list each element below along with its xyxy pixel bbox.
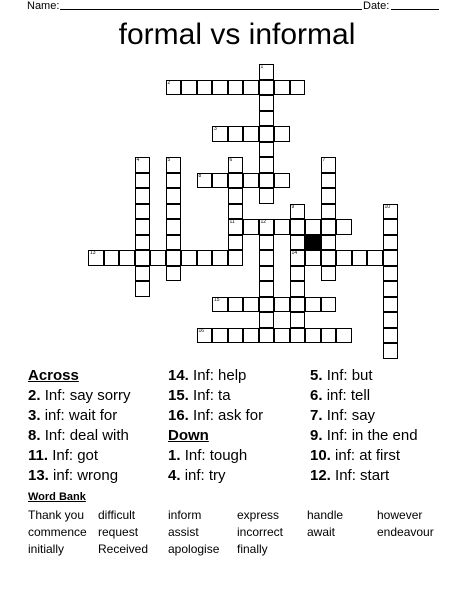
grid-cell[interactable] [228, 188, 244, 204]
grid-cell[interactable] [336, 328, 352, 344]
word-bank-item: inform [168, 508, 202, 522]
grid-cell[interactable] [274, 297, 290, 313]
clue-number: 1 [260, 64, 264, 70]
grid-cell[interactable] [135, 219, 151, 235]
clue-down-1: 1. Inf: tough [168, 447, 248, 464]
grid-cell[interactable] [243, 297, 259, 313]
clue-number: 16 [198, 327, 205, 334]
clue-down-4: 4. inf: try [168, 467, 226, 484]
grid-cell[interactable] [290, 235, 306, 251]
clues-column-2 [168, 366, 263, 486]
grid-cell[interactable] [228, 204, 244, 220]
grid-cell[interactable] [259, 281, 275, 297]
grid-cell[interactable] [212, 126, 228, 142]
grid-cell[interactable] [212, 250, 228, 266]
grid-cell[interactable] [243, 219, 259, 235]
clue-number: 6 [229, 157, 233, 163]
grid-cell[interactable] [274, 328, 290, 344]
clue-number: 9 [291, 203, 295, 210]
word-bank-item: express [237, 508, 280, 522]
grid-cell[interactable] [135, 250, 151, 266]
grid-cell[interactable] [212, 80, 228, 96]
grid-cell[interactable] [135, 173, 151, 189]
grid-cell[interactable] [259, 126, 275, 142]
clues-column-1 [28, 366, 131, 486]
clue-number: 2 [167, 79, 171, 86]
grid-cell[interactable] [135, 281, 151, 297]
grid-cell[interactable] [166, 188, 182, 204]
grid-cell[interactable] [228, 297, 244, 313]
grid-cell[interactable] [228, 157, 244, 173]
grid-cell[interactable] [166, 250, 182, 266]
clue-across-3: 3. inf: wait for [28, 407, 118, 424]
grid-cell[interactable] [321, 250, 337, 266]
grid-cell[interactable] [119, 250, 135, 266]
grid-cell[interactable] [259, 219, 275, 235]
clue-down-5: 5. Inf: but [310, 367, 373, 384]
grid-cell[interactable] [181, 80, 197, 96]
grid-cell[interactable] [321, 235, 337, 251]
clue-across-11: 11. Inf: got [28, 447, 99, 464]
grid-cell[interactable] [259, 297, 275, 313]
grid-cell[interactable] [259, 80, 275, 96]
grid-cell[interactable] [274, 80, 290, 96]
word-bank-item: request [98, 525, 139, 539]
grid-cell[interactable] [321, 219, 337, 235]
grid-cell[interactable] [259, 235, 275, 251]
grid-cell[interactable] [166, 235, 182, 251]
grid-cell[interactable] [383, 312, 399, 328]
grid-cell[interactable] [290, 80, 306, 96]
grid-cell[interactable] [383, 281, 399, 297]
word-bank-item: commence [28, 525, 87, 539]
clue-down-12: 12. Inf: start [310, 467, 390, 484]
grid-cell[interactable] [166, 219, 182, 235]
grid-cell[interactable] [243, 126, 259, 142]
word-bank-item: assist [168, 525, 199, 539]
grid-cell[interactable] [259, 173, 275, 189]
word-bank-item: handle [307, 508, 344, 522]
grid-cell[interactable] [336, 219, 352, 235]
grid-cell[interactable] [259, 142, 275, 158]
clue-number: 3 [214, 126, 217, 132]
grid-cell[interactable] [135, 266, 151, 282]
clue-number: 7 [322, 157, 326, 163]
clue-number: 4 [136, 157, 140, 163]
word-bank-title: Word Bank [28, 491, 86, 503]
grid-cell[interactable] [321, 157, 337, 173]
word-bank-item: difficult [98, 508, 136, 522]
grid-cell[interactable] [321, 188, 337, 204]
grid-cell[interactable] [228, 235, 244, 251]
clue-number: 10 [384, 203, 391, 210]
black-square [305, 235, 321, 251]
grid-cell[interactable] [259, 250, 275, 266]
grid-cell[interactable] [166, 80, 182, 96]
word-bank-item: apologise [168, 542, 220, 556]
name-label: Name: [27, 0, 60, 12]
grid-cell[interactable] [259, 95, 275, 111]
grid-cell[interactable] [383, 343, 399, 359]
grid-cell[interactable] [166, 266, 182, 282]
grid-cell[interactable] [321, 173, 337, 189]
grid-cell[interactable] [321, 266, 337, 282]
grid-cell[interactable] [243, 80, 259, 96]
grid-cell[interactable] [166, 204, 182, 220]
grid-cell[interactable] [197, 80, 213, 96]
clue-down-6: 6. inf: tell [310, 387, 371, 404]
grid-cell[interactable] [166, 173, 182, 189]
word-bank-item: incorrect [237, 525, 284, 539]
clue-across-8: 8. Inf: deal with [28, 427, 129, 444]
grid-cell[interactable] [290, 297, 306, 313]
grid-cell[interactable] [290, 312, 306, 328]
grid-cell[interactable] [243, 328, 259, 344]
grid-cell[interactable] [305, 297, 321, 313]
grid-cell[interactable] [259, 188, 275, 204]
grid-cell[interactable] [259, 157, 275, 173]
clue-across-2: 2. Inf: say sorry [28, 387, 131, 404]
grid-cell[interactable] [383, 250, 399, 266]
grid-cell[interactable] [305, 250, 321, 266]
clue-number: 8 [198, 172, 202, 179]
grid-cell[interactable] [259, 64, 275, 80]
grid-cell[interactable] [274, 126, 290, 142]
grid-cell[interactable] [181, 250, 197, 266]
grid-cell[interactable] [197, 328, 213, 344]
clue-down-7: 7. Inf: say [310, 407, 376, 424]
grid-cell[interactable] [352, 250, 368, 266]
grid-cell[interactable] [228, 328, 244, 344]
grid-cell[interactable] [197, 173, 213, 189]
grid-cell[interactable] [197, 250, 213, 266]
grid-cell[interactable] [383, 297, 399, 313]
word-bank-item: await [307, 525, 336, 539]
grid-cell[interactable] [290, 219, 306, 235]
grid-cell[interactable] [243, 173, 259, 189]
grid-cell[interactable] [259, 266, 275, 282]
grid-cell[interactable] [88, 250, 104, 266]
grid-cell[interactable] [290, 266, 306, 282]
word-bank-item: finally [237, 542, 268, 556]
grid-cell[interactable] [228, 250, 244, 266]
clue-across-14: 14. Inf: help [168, 367, 247, 384]
grid-cell[interactable] [290, 204, 306, 220]
grid-cell[interactable] [104, 250, 120, 266]
grid-cell[interactable] [290, 328, 306, 344]
word-bank-item: Thank you [28, 508, 85, 522]
clue-number: 5 [167, 157, 171, 163]
grid-cell[interactable] [383, 328, 399, 344]
grid-cell[interactable] [305, 219, 321, 235]
grid-cell[interactable] [336, 250, 352, 266]
grid-cell[interactable] [321, 204, 337, 220]
grid-cell[interactable] [367, 250, 383, 266]
grid-cell[interactable] [259, 111, 275, 127]
page-title: formal vs informal [118, 18, 356, 51]
grid-cell[interactable] [150, 250, 166, 266]
grid-cell[interactable] [135, 188, 151, 204]
clues-column-3 [310, 366, 418, 486]
grid-cell[interactable] [321, 297, 337, 313]
grid-cell[interactable] [259, 328, 275, 344]
clue-across-13: 13. inf: wrong [28, 467, 119, 484]
grid-cell[interactable] [259, 312, 275, 328]
word-bank-item: initially [28, 542, 65, 556]
clue-number: 11 [229, 219, 235, 225]
grid-cell[interactable] [305, 328, 321, 344]
word-bank-item: endeavour [377, 525, 434, 539]
grid-cell[interactable] [290, 250, 306, 266]
clue-number: 15 [214, 296, 220, 303]
date-label: Date: [363, 0, 390, 12]
grid-cell[interactable] [290, 281, 306, 297]
grid-cell[interactable] [212, 173, 228, 189]
grid-cell[interactable] [228, 173, 244, 189]
clue-across-16: 16. Inf: ask for [168, 407, 264, 424]
grid-cell[interactable] [135, 204, 151, 220]
grid-cell[interactable] [228, 219, 244, 235]
grid-cell[interactable] [383, 204, 399, 220]
grid-cell[interactable] [383, 235, 399, 251]
clue-down-9: 9. Inf: in the end [310, 427, 418, 444]
grid-cell[interactable] [383, 219, 399, 235]
grid-cell[interactable] [166, 157, 182, 173]
clue-down-10: 10. inf: at first [310, 447, 401, 464]
clue-number: 13 [90, 250, 96, 256]
grid-cell[interactable] [383, 266, 399, 282]
grid-cell[interactable] [274, 173, 290, 189]
grid-cell[interactable] [274, 219, 290, 235]
grid-cell[interactable] [212, 297, 228, 313]
clue-number: 12 [260, 219, 267, 225]
down-heading: Down [168, 427, 209, 444]
grid-cell[interactable] [212, 328, 228, 344]
grid-cell[interactable] [228, 80, 244, 96]
grid-cell[interactable] [135, 157, 151, 173]
word-bank-item: however [377, 508, 423, 522]
clue-across-15: 15. Inf: ta [168, 387, 231, 404]
across-heading: Across [28, 367, 79, 384]
grid-cell[interactable] [135, 235, 151, 251]
grid-cell[interactable] [321, 328, 337, 344]
grid-cell[interactable] [228, 126, 244, 142]
clue-number: 14 [291, 250, 298, 256]
word-bank-item: Received [98, 542, 149, 556]
